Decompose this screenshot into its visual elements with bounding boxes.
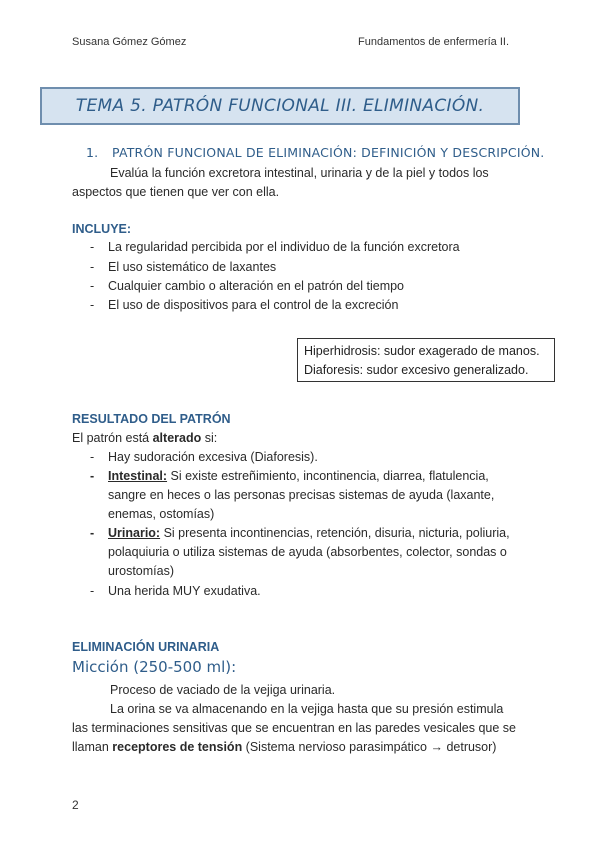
note-line-1: Hiperhidrosis: sudor exagerado de manos. [304,344,540,358]
intestinal-label: Intestinal: [108,469,168,483]
note-line-2: Diaforesis: sudor excesivo generalizado. [304,363,529,377]
list-item: - La regularidad percibida por el individuo de la función excretora [90,240,460,254]
section-heading [86,145,544,160]
miccion-subheading: Micción (250-500 ml): [72,658,237,676]
section-title: PATRÓN FUNCIONAL DE ELIMINACIÓN: DEFINICIÓN Y DESCRIPCIÓN. [112,145,545,160]
miccion-para-1: Proceso de vaciado de la vejiga urinaria. [110,683,336,697]
page-number: 2 [72,798,79,812]
intro-line-1: Evalúa la función excretora intestinal, urinaria y de la piel y todos los [110,166,489,180]
miccion-para-2-line-3: llaman receptores de tensión (Sistema nervioso parasimpático → detrusor) [72,740,497,754]
title-box [40,87,520,125]
definition-note-box [297,338,555,382]
receptores-bold: receptores de tensión [112,740,243,754]
miccion-para-2-line-1: La orina se va almacenando en la vejiga hasta que su presión estimula [110,702,504,716]
miccion-para-2-line-2: las terminaciones sensitivas que se encuentran en las paredes vesicales que se [72,721,517,735]
list-item: - El uso sistemático de laxantes [90,260,277,274]
urinaria-heading: ELIMINACIÓN URINARIA [72,640,220,654]
list-item: - El uso de dispositivos para el control de la excreción [90,298,399,312]
list-item-urinario: - Urinario: Si presenta incontinencias, retención, disuria, nicturia, poliuria, polaquiuria o utiliza sistemas de ayuda (absorbentes, colector, sondas o urostomías) [90,526,510,578]
resultado-intro: El patrón está alterado si: [72,431,218,445]
section-number: 1. [86,145,99,160]
incluye-heading: INCLUYE: [72,222,132,236]
header-author: Susana Gómez Gómez [72,36,187,48]
list-item-intestinal: - Intestinal: Si existe estreñimiento, incontinencia, diarrea, flatulencia, sangre en heces o las personas precisas sistemas de ayuda (laxante, enemas, ostomías) [90,469,495,521]
urinario-label: Urinario: [108,526,161,540]
list-item: - Hay sudoración excesiva (Diaforesis). [90,450,318,464]
page-title: TEMA 5. PATRÓN FUNCIONAL III. ELIMINACIÓN. [75,96,485,116]
alterado-bold: alterado [152,431,202,445]
list-item: - Una herida MUY exudativa. [90,584,261,598]
resultado-heading: RESULTADO DEL PATRÓN [72,412,231,426]
header-course: Fundamentos de enfermería II. [358,36,510,48]
intro-line-2: aspectos que tienen que ver con ella. [72,185,280,199]
list-item: - Cualquier cambio o alteración en el patrón del tiempo [90,279,405,293]
